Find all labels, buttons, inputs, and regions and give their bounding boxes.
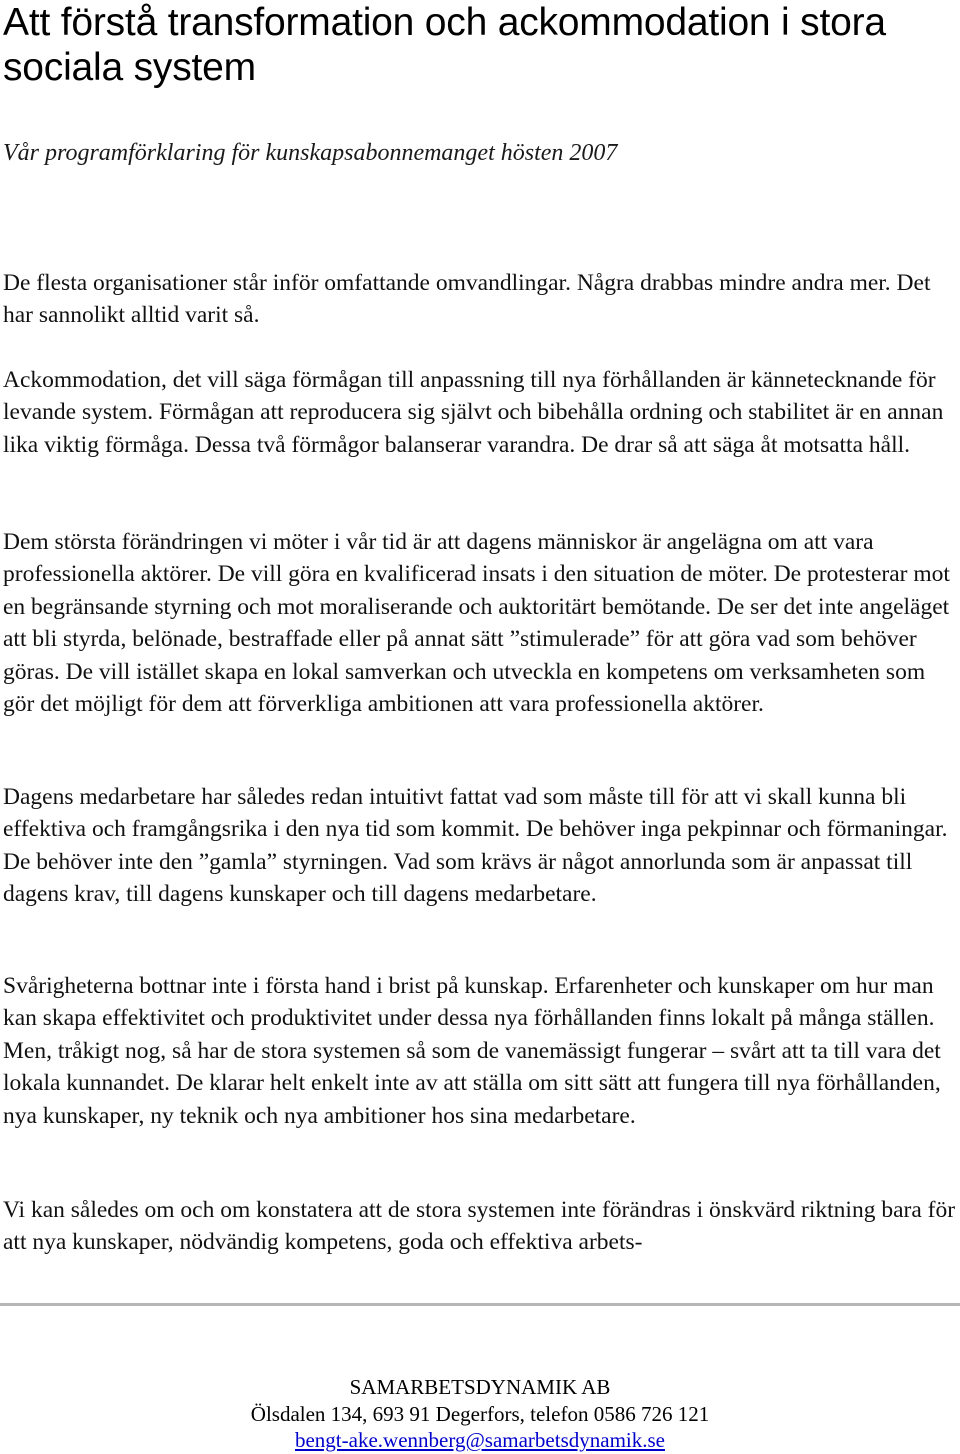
footer-company: SAMARBETSDYNAMIK AB <box>349 1375 611 1399</box>
paragraph-5: Svårigheterna bottnar inte i första hand i brist på kunskap. Erfarenheter och kunskaper om hur man kan skapa effektivitet och produktivitet under dessa nya förhållanden finns lokalt på många ställen. Men, tråkigt nog, så har de stora systemen så som de vanemässigt fungerar – svårt att ta till vara det lokala kunnandet. De klarar helt enkelt inte av att ställa om sitt sätt att fungera till nya förhållanden, nya kunskaper, ny teknik och nya ambitioner hos sina medarbetare. <box>3 973 941 1129</box>
document-title: Att förstå transformation och ackommodation i stora sociala system <box>3 1 886 89</box>
footer-email-link[interactable]: bengt-ake.wennberg@samarbetsdynamik.se <box>294 1428 665 1452</box>
paragraph-6: Vi kan således om och om konstatera att de stora systemen inte förändras i önskvärd riktning bara för att nya kunskaper, nödvändig kompetens, goda och effektiva arbets- <box>3 1197 956 1256</box>
paragraph-2: Ackommodation, det vill säga förmågan till anpassning till nya förhållanden är kännetecknande för levande system. Förmågan att reproducera sig självt och bibehålla ordning och stabilitet är en annan lika viktig förmåga. Dessa två förmågor balanserar varandra. De drar så att säga åt motsatta håll. <box>3 367 944 458</box>
footer-address: Ölsdalen 134, 693 91 Degerfors, telefon 0586 726 121 <box>250 1402 710 1426</box>
paragraph-4: Dagens medarbetare har således redan intuitivt fattat vad som måste till för att vi skall kunna bli effektiva och framgångsrika i den nya tid som kommit. De behöver inga pekpinnar och förmaningar. De behöver inte den ”gamla” styrningen. Vad som krävs är något annorlunda som är anpassat till dagens krav, till dagens kunskaper och till dagens medarbetare. <box>3 784 948 908</box>
footer-divider <box>0 1303 960 1306</box>
paragraph-1: De flesta organisationer står inför omfattande omvandlingar. Några drabbas mindre andra mer. Det har sannolikt alltid varit så. <box>3 270 931 329</box>
document-subtitle: Vår programförklaring för kunskapsabonnemanget hösten 2007 <box>3 140 618 166</box>
paragraph-3: Dem största förändringen vi möter i vår tid är att dagens människor är angelägna om att vara professionella aktörer. De vill göra en kvalificerad insats i den situation de möter. De protesterar mot en begränsande styrning och mot moraliserande och auktoritärt bemötande. De ser det inte angeläget att bli styrda, belönade, bestraffade eller på annat sätt ”stimulerade” för att göra vad som behöver göras. De vill istället skapa en lokal samverkan och utveckla en kompetens om verksamheten som gör det möjligt för dem att förverkliga ambitionen att vara professionella aktörer. <box>3 529 950 718</box>
